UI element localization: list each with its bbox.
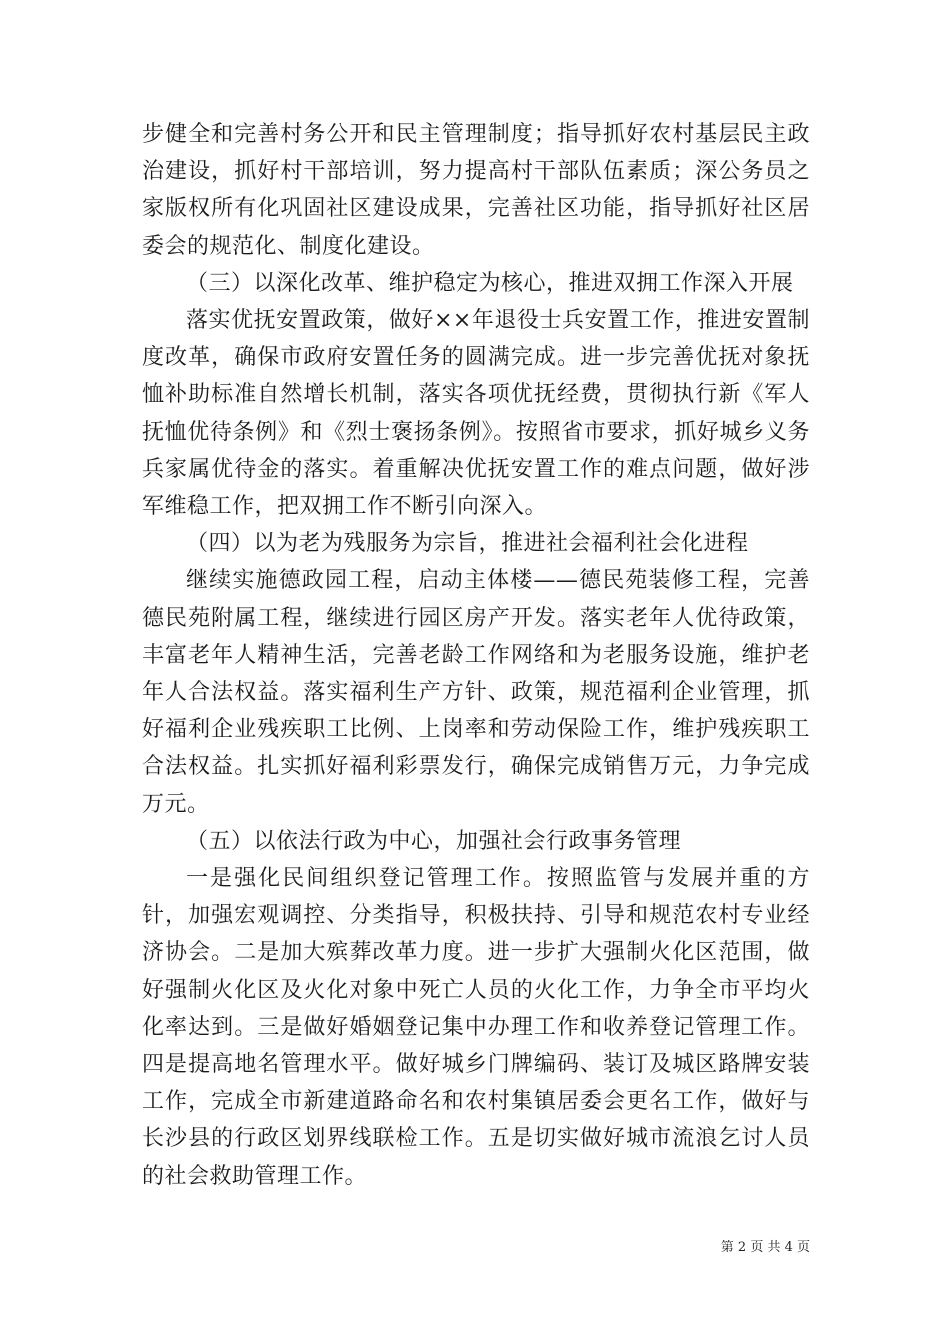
section-heading-5: （五）以依法行政为中心，加强社会行政事务管理 — [186, 828, 682, 854]
paragraph-section-5: 一是强化民间组织登记管理工作。按照监管与发展并重的方针，加强宏观调控、分类指导，积极扶持、引导和规范农村专业经济协会。二是加大殡葬改革力度。进一步扩大强制火化区范围，做好强制火化区及火化对象中死亡人员的火化工作，力争全市平均火化率达到。三是做好婚姻登记集中办理工作和收养登记管理工作。四是提高地名管理水平。做好城乡门牌编码、装订及城区路牌安装工作，完成全市新建道路命名和农村集镇居委会更名工作，做好与长沙县的行政区划界线联检工作。五是切实做好城市流浪乞讨人员的社会救助管理工作。 — [142, 866, 810, 1189]
paragraph-section-3: 落实优抚安置政策，做好××年退役士兵安置工作，推进安置制度改革，确保市政府安置任务的圆满完成。进一步完善优抚对象抚恤补助标准自然增长机制，落实各项优抚经费，贯彻执行新《军人抚恤优待条例》和《烈士褒扬条例》。按照省市要求，抓好城乡义务兵家属优待金的落实。着重解决优抚安置工作的难点问题，做好涉军维稳工作，把双拥工作不断引向深入。 — [142, 308, 810, 520]
paragraph-section-4: 继续实施德政园工程，启动主体楼——德民苑装修工程，完善德民苑附属工程，继续进行园区房产开发。落实老年人优待政策，丰富老年人精神生活，完善老龄工作网络和为老服务设施，维护老年人合法权益。落实福利生产方针、政策，规范福利企业管理，抓好福利企业残疾职工比例、上岗率和劳动保险工作，维护残疾职工合法权益。扎实抓好福利彩票发行，确保完成销售万元，力争完成万元。 — [142, 568, 810, 817]
document-body — [142, 116, 810, 1195]
section-heading-4: （四）以为老为残服务为宗旨，推进社会福利社会化进程 — [186, 531, 749, 557]
page-number-footer: 第 2 页 共 4 页 — [720, 1240, 810, 1255]
paragraph-continuation: 步健全和完善村务公开和民主管理制度；指导抓好农村基层民主政治建设，抓好村干部培训，努力提高村干部队伍素质；深公务员之家版权所有化巩固社区建设成果，完善社区功能，指导抓好社区居委会的规范化、制度化建设。 — [142, 122, 810, 259]
section-heading-3: （三）以深化改革、维护稳定为核心，推进双拥工作深入开展 — [186, 270, 794, 296]
